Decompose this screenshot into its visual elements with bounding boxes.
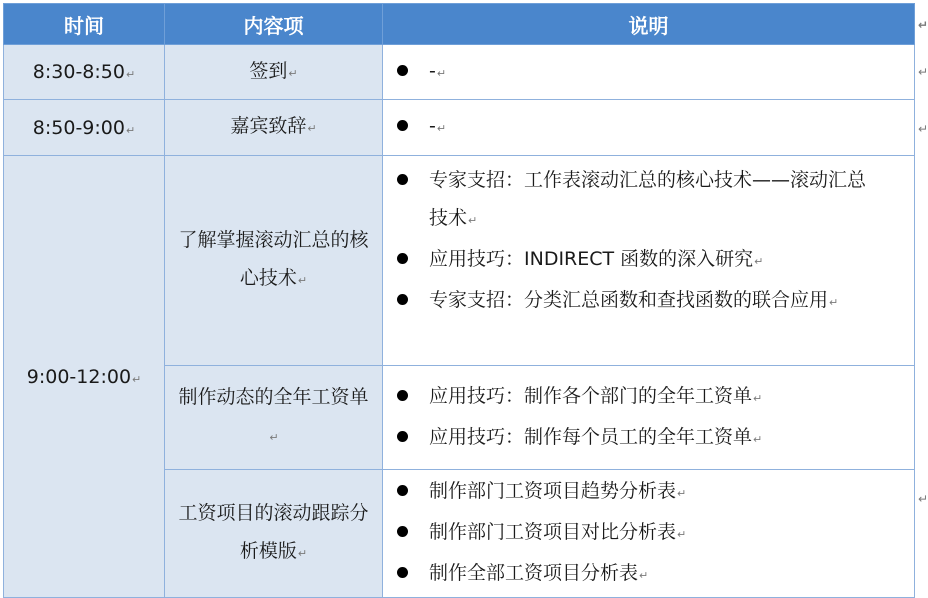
topic-text — [165, 221, 382, 300]
list-item — [393, 513, 884, 554]
item-text: 制作全部工资项目分析表 — [429, 562, 639, 584]
topic-cell — [165, 45, 383, 100]
paragraph-mark: ↵ — [468, 214, 478, 227]
topic-text — [165, 378, 382, 457]
list-item — [393, 472, 884, 513]
header-desc — [383, 4, 928, 45]
topic-cell — [165, 100, 383, 156]
bullet-icon — [397, 120, 408, 131]
item-text: 应用技巧：INDIRECT 函数的深入研究 — [429, 248, 754, 270]
time-text: 8:50-9:00 — [32, 116, 125, 139]
paragraph-mark: ↵ — [753, 432, 763, 446]
time-cell — [4, 100, 165, 156]
paragraph-mark: ↵ — [829, 296, 839, 309]
description-list — [383, 377, 914, 459]
paragraph-mark: ↵ — [125, 123, 136, 137]
agenda-table — [3, 3, 928, 598]
header-topic: 内容项 — [165, 4, 383, 45]
paragraph-mark: ↵ — [677, 528, 687, 541]
header-time: 时间 — [4, 4, 165, 45]
paragraph-mark: ↵ — [125, 68, 136, 81]
header-desc-label: 说明 — [628, 13, 669, 38]
time-text: 8:30-8:50 — [32, 61, 125, 83]
paragraph-mark: ↵ — [677, 487, 687, 500]
paragraph-mark: ↵ — [307, 122, 317, 135]
topic-cell — [165, 470, 383, 598]
topic-label: 工资项目的滚动跟踪分析模版 — [178, 502, 369, 562]
topic-label: 嘉宾致辞 — [230, 115, 307, 137]
list-item — [393, 240, 884, 281]
time-cell — [4, 156, 165, 598]
bullet-icon — [397, 65, 408, 76]
list-item — [393, 418, 884, 459]
paragraph-mark: ↵ — [269, 431, 279, 444]
topic-label: 签到 — [249, 59, 288, 82]
table-row — [4, 100, 915, 156]
paragraph-mark: ↵ — [639, 569, 649, 582]
paragraph-mark: ↵ — [288, 66, 298, 80]
topic-cell — [165, 366, 383, 470]
list-item — [393, 281, 884, 322]
topic-label: 制作动态的全年工资单 — [178, 386, 369, 408]
item-text: 制作部门工资项目趋势分析表 — [429, 480, 677, 502]
time-cell — [4, 45, 165, 100]
description-cell — [383, 156, 915, 366]
item-text: 专家支招：分类汇总函数和查找函数的联合应用 — [429, 289, 829, 311]
topic-text — [165, 494, 382, 573]
list-item — [393, 554, 884, 595]
paragraph-mark: ↵ — [297, 547, 308, 560]
bullet-icon — [397, 431, 408, 442]
table-row — [4, 156, 915, 366]
description-cell — [383, 366, 915, 470]
time-text: 9:00-12:00 — [26, 365, 132, 388]
list-item — [393, 161, 884, 240]
description-cell — [383, 470, 928, 598]
item-text: - — [429, 115, 436, 137]
paragraph-mark: ↵ — [297, 274, 308, 287]
description-list — [383, 52, 914, 93]
paragraph-mark: ↵ — [436, 66, 447, 80]
paragraph-mark: ↵ — [754, 255, 764, 268]
topic-cell — [165, 156, 383, 366]
description-list — [383, 161, 914, 322]
item-text: 制作部门工资项目对比分析表 — [429, 521, 677, 543]
list-item — [393, 377, 884, 418]
description-cell — [383, 45, 928, 100]
description-list — [383, 472, 914, 595]
bullet-icon — [397, 253, 408, 264]
paragraph-mark: ↵ — [917, 122, 928, 136]
topic-label: 了解掌握滚动汇总的核心技术 — [178, 229, 369, 289]
bullet-icon — [397, 567, 408, 578]
item-text: 专家支招：工作表滚动汇总的核心技术——滚动汇总技术 — [429, 169, 867, 229]
header-row — [4, 4, 915, 45]
topic-text — [239, 52, 307, 93]
list-item — [393, 107, 884, 148]
bullet-icon — [397, 390, 408, 401]
paragraph-mark: ↵ — [436, 122, 447, 135]
paragraph-mark: ↵ — [917, 492, 928, 506]
item-text: 应用技巧：制作各个部门的全年工资单 — [429, 384, 753, 407]
description-list — [383, 107, 914, 148]
paragraph-mark: ↵ — [132, 372, 142, 386]
topic-text — [220, 107, 326, 148]
bullet-icon — [397, 526, 408, 537]
paragraph-mark: ↵ — [753, 391, 763, 405]
paragraph-mark: ↵ — [917, 18, 928, 32]
list-item — [393, 52, 884, 93]
table-row — [4, 45, 915, 100]
item-text: 应用技巧：制作每个员工的全年工资单 — [429, 425, 753, 448]
description-cell — [383, 100, 928, 156]
bullet-icon — [397, 485, 408, 496]
paragraph-mark: ↵ — [917, 65, 928, 79]
item-text: - — [429, 59, 436, 82]
bullet-icon — [397, 174, 408, 185]
bullet-icon — [397, 294, 408, 305]
